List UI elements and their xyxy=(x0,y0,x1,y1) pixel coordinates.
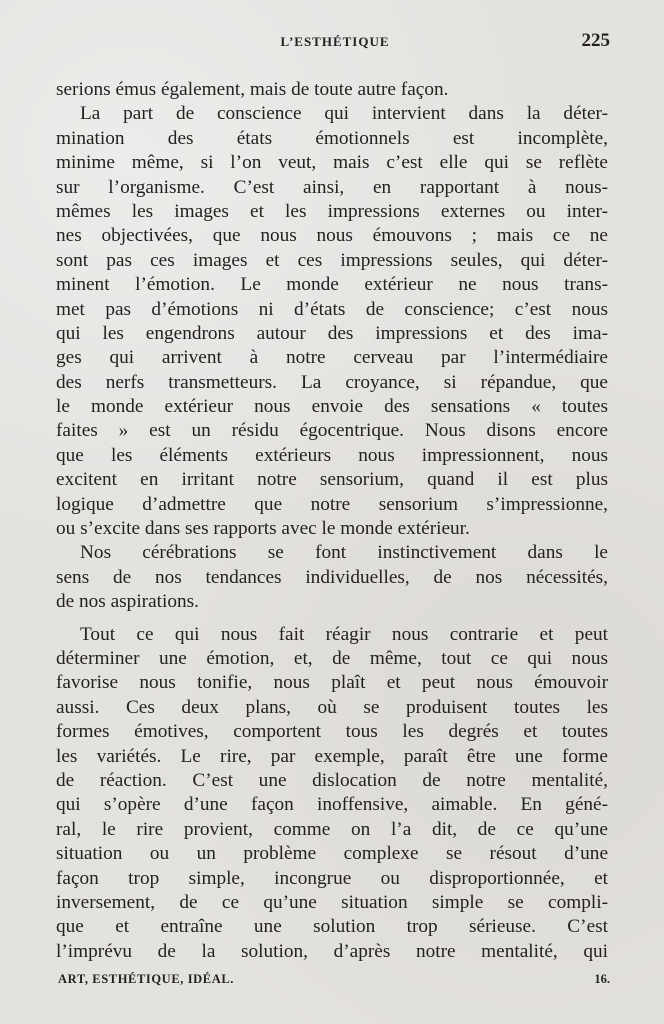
text-line: le monde extérieur nous envoie des sensations « toutes xyxy=(56,396,608,418)
text-line: favorise nous tonifie, nous plaît et peut nous émouvoir xyxy=(56,672,608,694)
page-footer xyxy=(56,972,610,992)
text-line: sont pas ces images et ces impressions seules, qui déter- xyxy=(56,249,608,271)
text-line: nes objectivées, que nous nous émouvons ; mais ce ne xyxy=(56,225,608,247)
text-line: logique d’admettre que notre sensorium s’impressionne, xyxy=(56,493,608,515)
text-line: déterminer une émotion, et, de même, tout ce qui nous xyxy=(56,647,608,669)
text-line: sur l’organisme. C’est ainsi, en rapportant à nous- xyxy=(56,176,608,198)
text-line: La part de conscience qui intervient dans la déter- xyxy=(80,103,608,125)
signature-mark: ART, ESTHÉTIQUE, IDÉAL. xyxy=(58,972,235,986)
body-text xyxy=(56,78,608,964)
text-line: qui les engendrons autour des impressions et des ima- xyxy=(56,322,608,344)
text-line: de nos aspirations. xyxy=(56,591,199,613)
text-line: qui s’opère d’une façon inoffensive, aimable. En géné- xyxy=(56,794,608,816)
text-line: faites » est un résidu égocentrique. Nous disons encore xyxy=(56,420,608,442)
text-line: ou s’excite dans ses rapports avec le monde extérieur. xyxy=(56,518,470,540)
signature-number: 16. xyxy=(594,972,610,986)
text-line: façon trop simple, incongrue ou disproportionnée, et xyxy=(56,867,608,889)
text-line: aussi. Ces deux plans, où se produisent toutes les xyxy=(56,696,608,718)
text-line: que et entraîne une solution trop sérieuse. C’est xyxy=(56,916,608,938)
running-title: L’ESTHÉTIQUE xyxy=(280,34,390,49)
text-line: les variétés. Le rire, par exemple, paraît être une forme xyxy=(56,745,608,767)
text-line: minent l’émotion. Le monde extérieur ne nous trans- xyxy=(56,274,608,296)
text-line: ral, le rire provient, comme on l’a dit, de ce qu’une xyxy=(56,818,608,840)
text-line: excitent en irritant notre sensorium, quand il est plus xyxy=(56,469,608,491)
text-line: de réaction. C’est une dislocation de notre mentalité, xyxy=(56,769,608,791)
text-line: que les éléments extérieurs nous impressionnent, nous xyxy=(56,444,608,466)
text-line: des nerfs transmetteurs. La croyance, si répandue, que xyxy=(56,371,608,393)
text-line: Tout ce qui nous fait réagir nous contrarie et peut xyxy=(80,623,608,645)
text-line: inversement, de ce qu’une situation simple se compli- xyxy=(56,891,608,913)
text-line: formes émotives, comportent tous les degrés et toutes xyxy=(56,721,608,743)
text-line: Nos cérébrations se font instinctivement dans le xyxy=(80,542,608,564)
text-line: sens de nos tendances individuelles, de nos nécessités, xyxy=(56,566,608,588)
text-line: situation ou un problème complexe se résout d’une xyxy=(56,843,608,865)
text-line: minime même, si l’on veut, mais c’est elle qui se reflète xyxy=(56,152,608,174)
page-number: 225 xyxy=(581,30,610,51)
page-header xyxy=(60,30,610,52)
text-line: l’imprévu de la solution, d’après notre mentalité, qui xyxy=(56,940,608,962)
text-line: mêmes les images et les impressions externes ou inter- xyxy=(56,200,608,222)
text-line: met pas d’émotions ni d’états de conscience; c’est nous xyxy=(56,298,608,320)
text-line: ges qui arrivent à notre cerveau par l’intermédiaire xyxy=(56,347,608,369)
text-line: mination des états émotionnels est incomplète, xyxy=(56,127,608,149)
text-line: serions émus également, mais de toute autre façon. xyxy=(56,79,449,100)
